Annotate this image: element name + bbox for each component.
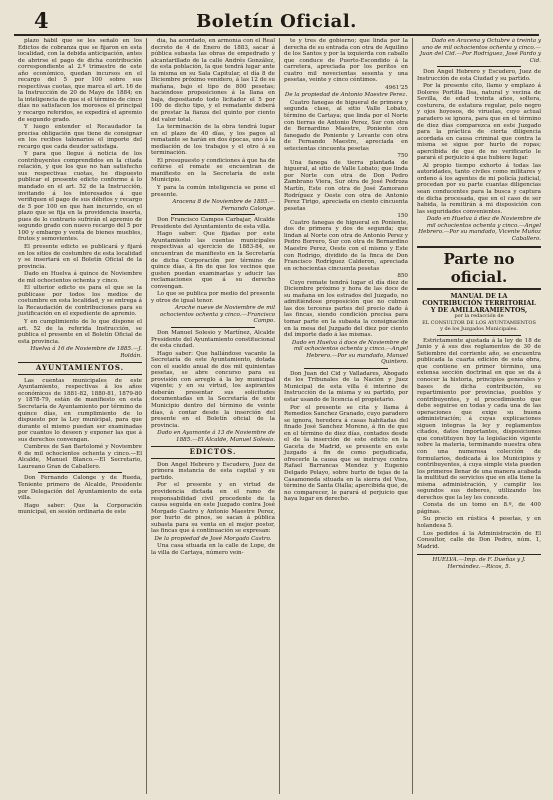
divider	[437, 66, 521, 67]
paragraph: Dado en Huelva á quince de Noviembre de mil ochocientos ochenta y cinco.	[18, 271, 142, 284]
part-title: Parte no oficial.	[417, 246, 541, 290]
paragraph: Don Angel Hebrero y Escudero, Juez de primera instancia de esta capital y su partido.	[151, 461, 275, 481]
paragraph: Por el presente se cita y llama á Remedios Sanchez Granado, cuyo paradero se ignora, heredera á casas habitadas del finado José Sanchez Moreno, á fin de que en el término de diez días, contados desde el de la inserción de este edicto en la Gaceta de Madrid, se presente en este Juzgado á fin de como perjudicada, ofrecerle la causa que se instruye contra Rafael Barrancas Mendez y Eugenio Delgado Pelayo, sobre hurto de tejas de la Casamoneda situada en la sierra del Viso, término de Santa Olalla; apercibida que, de no comparecer, le parará el perjuicio que haya lugar en derecho.	[284, 404, 408, 503]
announce-line: MANUAL DE LA	[450, 292, 508, 301]
paragraph: Una casa situada en la calle de Lope, de la villa de Cartaya, número vein-	[151, 543, 275, 556]
divider	[38, 472, 122, 473]
columns	[14, 38, 545, 794]
announce-line: CONTRIBUCIÓN TERRITORIAL	[422, 298, 536, 307]
paragraph: Hago saber: Que hallándose vacante la Secretaría de este Ayuntamiento, dotada con el sueldo anual de dos mil quinientas pesetas, se abre concurso para su provisión con arreglo á la ley municipal vigente; y en su virtud, los aspirantes deberán presentar sus solicitudes documentadas en la Secretaría de este Municipio dentro del término de veinte días, á contar desde la inserción del presente en el Boletín oficial de la provincia.	[151, 350, 275, 429]
paragraph: Don Juan del Cid y Valladares, Abogado de los Tribunales de la Nación y Juez Municipal de esta villa é interino de Instrucción de la misma y su partido, por estar usando de licencia el propietario.	[284, 370, 408, 403]
divider	[304, 368, 388, 369]
announce-line: Y DE AMILLARAMIENTOS,	[430, 305, 528, 314]
paragraph: Don Manuel Solesio y Martínez, Alcalde Presidente del Ayuntamiento constitucional de esta ciudad.	[151, 329, 275, 350]
property-subtitle: De la propiedad de Antonio Maestre Perez.	[284, 92, 408, 99]
paragraph: Hago saber: Que fijadas por este Ayuntamiento las cuentas municipales respectivas al ejercicio de 1883-84, se encuentran de manifiesto en la Secretaría de dicha Corporación por término de quince días, á fin de que los vecinos que gusten puedan examinarlas y aducir las reclamaciones que á su derecho convengan.	[151, 231, 275, 290]
announce-line: por la redacción de	[454, 313, 504, 320]
column-2	[147, 38, 280, 794]
paragraph: Don Angel Hebrero y Escudero, Juez de Instrucción de esta Ciudad y su partido.	[417, 69, 541, 82]
page-number: 4	[34, 8, 49, 33]
paragraph: día, ha acordado, en armonía con el Real decreto de 4 de Enero de 1883, sacar á pública subasta las obras de empedrado y alcantarillado de la calle Andrés González, de esta población, la que tendrá lugar ante la misma en su Sala Capitular, el día 8 de Diciembre próximo venidero, á las 12 de su mañana, bajo el tipo de 800 pesetas; haciéndose proposiciones á la llana en baja, depositando todo licitador el 5 por 100 de dicho tipo, y el rematante deberá de prestar la fianza del quinto por ciento del valor total.	[151, 38, 275, 123]
price: 150	[397, 213, 408, 220]
paragraph: La terminación de la obra tendrá lugar en el plazo de 40 días, y los pagos al rematante se harán en dos épocas, uno á la mediación de los trabajos y el otro á su terminación.	[151, 124, 275, 157]
paragraph: Al propio tiempo exhorto á todas las autoridades, tanto civiles como militares y ordeno á los agentes de mi policía judicial, procedan por su parte cuantas diligencias sean conducentes para la busca y captura de dicha procesada, que en el caso de ser habida, la remitirán á mi disposición con las seguridades convenientes.	[417, 162, 541, 215]
announce-line: y de los Juzgados Municipales.	[440, 326, 518, 333]
paragraph: El presupuesto y condiciones á que ha de ceñirse el remate se encuentran de manifiesto en la Secretaría de este Municipio.	[151, 157, 275, 184]
signature: Dado en Ayamonte á 13 de Noviembre de 1885.—El Alcalde, Manuel Solesio.	[157, 430, 275, 443]
imprint: HUELVA.—Imp. de F. Dueñas y J. Hernández.—Ricos, 5.	[417, 554, 541, 570]
column-1	[14, 38, 147, 794]
property-item: Una fanega de tierra plantada de higueral, al sitio de Valle Lobato; que linda por Norte con otra de Don Pedro Zambrano Viera, Sur otra de José Pedroza Martín, Este con otra de José Zamorano Rodríguez y Oeste con otra de Antonio Perez Tirigo, apreciada en ciento cincuenta pesetas	[284, 159, 408, 212]
paragraph: Y para la común inteligencia se pone el presente.	[151, 185, 275, 198]
paragraph: Y en cumplimiento de lo que dispone el art. 52 de la referida Instrucción, se publica el presente en el Boletín Oficial de esta provincia.	[18, 318, 142, 345]
paragraph: Su precio en rústica 4 pesetas, y en holandesa 5.	[417, 516, 541, 529]
section-title-edictos: EDICTOS.	[151, 446, 275, 459]
paragraph: plazo hábil que se les señaló en los Edictos de cobranza que se fijaron en esta localidad, con la debida anticipación, antes de abrirse el pago de dicha contribución correspondiente al 2.º trimestre de este año económico, quedan incursos en el recargo del 5 por 100 sobre sus respectivas cuotas, que marca el art. 16 de la Instrucción de 20 de Mayo de 1884; en la inteligencia de que si el término de cinco días no satisfacen los morosos el principal y recargo referidos, se expedirá el apremio de segundo grado.	[18, 38, 142, 123]
paragraph: Don Fernando Calonge y de Rueda, Teniente primero de Alcalde, Presidente por Delegación del Ayuntamiento de esta villa.	[18, 475, 142, 502]
signature: Dado en Huelva á doce de Noviembre de mil ochocientos ochenta y cinco.—Angel Hebrero.—Por su mandado, Manuel Quintero.	[291, 339, 408, 366]
divider	[437, 335, 521, 336]
paragraph: Estrictamente ajustada á la ley de 18 de Junio y á sus dos reglamentos de 30 de Setiembre del corriente año, se encuentra publicada la cuarta edición de esta obra, que contiene en primer término, una extensa sección doctrinal en que se da á conocer la historia, principios generales y bases de dicha contribución, su repartimiento por provincias, pueblos y contribuyentes, y el procedimiento que debe seguirse en todas y cada una de las operaciones que exige su buena administración; á cuyas explicaciones siguen integras la ley y reglamentos citados, datos importantes, disposiciones que constituyen hoy la legislación vigente sobre la materia, terminando nuestra obra con una numerosa colección de formularios, dedicada á los Municipios y contribuyentes, á cuya simple vista pueden los primeros llenar de una manera acabada la multitud de servicios que en ella tiene la misma administración, y cumplir los segundos sus deberes, utilizando los derechos que la ley les concede.	[417, 337, 541, 501]
paragraph: Por la presente cito, llamo y emplazo á Dolores Portilla Ilsa, natural y vecina de Sevilla, de edad treinta años, soltera, costurera, de estatura regular, pelo negro y ojos hoyosos, de viruelas, cuyo actual paradero se ignora, para que en el término de diez días comparezca en este Juzgado para la práctica de cierta diligencia acordada en causa criminal que contra la misma se sigue por hurto de ropas; apercibida de que de no verificarlo le parará el perjuicio á que hubiere lugar.	[417, 83, 541, 162]
property-subtitle: De la propiedad de José Morgado Castro.	[154, 535, 272, 542]
section-title-ayuntamientos: AYUNTAMIENTOS.	[18, 362, 142, 375]
paragraph: Cumbres de San Bartolomé y Noviembre 6 de mil ochocientos ochenta y cinco.—El Alcalde, Manuel Blanco.—El Secretario, Laureano Gran de Caballero.	[18, 444, 142, 470]
paragraph: Por el presente y en virtud de providencia dictada en el ramo de responsabilidad civil procedente de la causa seguida en este Juzgado contra José Morgado Castro y Antonio Maestre Perez, por hurto de pinos, se sacan á pública subasta para su venta en el mejor postor, las fincas que á continuación se expresan:	[151, 482, 275, 535]
paragraph: El presente edicto se publicará y fijará en los sitios de costumbre de esta localidad y se insertará en el Boletín Oficial de la provincia.	[18, 243, 142, 270]
divider	[171, 327, 255, 328]
signature: Huelva á 16 de Noviembre de 1885.—J. Roldán.	[30, 346, 142, 359]
signature: Aroche nueve de Noviembre de mil ochocientos ochenta y cinco.—Francisco Campo.	[160, 305, 275, 325]
signature: Aracena 8 de Noviembre de 1885.—Fernando Calonge.	[172, 199, 275, 212]
paragraph: Don Francisco Campos Carbajar, Alcalde Presidente del Ayuntamiento de esta villa.	[151, 217, 275, 230]
property-item: Cuatro fanegas de higueral de primera y segunda clase, al sitio Valle Lobato, término de Cartaya; que linda por el Norte con tierras de Antonio Perez, Sur con otra de Bernardino Maestre, Poniente con fanegado de Poniente y Levante con otra de Fernando Maestre, apreciada en setecientas cincuenta pesetas	[284, 99, 408, 152]
paragraph: Lo que se publica por medio del presente y otros de igual tenor.	[151, 291, 275, 304]
paragraph: Y luego entender el Recaudador la precisa obligación que tiene de consignar en los recibos talonarios el importe del recargo que cada deudor satisfaga.	[18, 124, 142, 150]
signature: Dado en Aracena y Octubre á treinta y uno de mil ochocientos ochenta y cinco.—Juan del Cid.—Por Rodríguez, José Pardo y Cid.	[420, 38, 541, 64]
price: 4961'25	[385, 84, 408, 91]
paragraph: El ulterior edicto es para el que se la publicase por todos los medios de costumbre en esta localidad, y se entrega á la Recaudación de contribuciones para su justificación en el expediente de apremio.	[18, 285, 142, 318]
paragraph: Cuyo remate tendrá lugar el día diez de Diciembre próximo y hora de las doce de su mañana en los estrados del Juzgado, no admitiéndose proposición que no cubran las dos terceras partes del precio dado á las fincas, siendo condición precisa para tomar parte en la subasta la consignación en la mesa del Juzgado del diez por ciento del importe dado á las mismas.	[284, 279, 408, 339]
paragraph: Las cuentas municipales de este Ayuntamiento, respectivas á los años económicos de 1881-82, 1880-81, 1879-80 y 1878-79, están de manifiesto en esta Secretaría de Ayuntamiento por término de quince días, en cumplimiento de lo dispuesto por la Ley municipal, para que durante el mismo puedan ser examinadas por cuantos lo deseen y exponer las que á sus derechos convengan.	[18, 377, 142, 443]
paragraph: Y para que llegue á noticia de los contribuyentes comprendidos en la citada relación, y que los que no han satisfecho sus respectivas cuotas, he dispuesto publicar el presente edicto conforme á lo mandado en el art. 52 de la Instrucción, invitando á los interesados á que verifiquen el pago de sus débitos y recargo de 5 por 100 en que han incurrido, en el plazo que se fija en la providencia inserta, pues de lo contrario sufrirán el apremio de segundo grado con nuevo recargo del 5 por 100 y embargo y venta de bienes muebles, frutos y semovientes.	[18, 151, 142, 243]
signature: Dado en Huelva á diez de Noviembre de mil ochocientos ochenta y cinco.—Angel Hebrero.—Por su mandado, Vicente Muñoz Caballero.	[418, 216, 541, 242]
price: 850	[397, 273, 408, 280]
column-3	[280, 38, 413, 794]
paragraph: Hago saber: Que la Corporación municipal, en sesión ordinaria de este	[18, 502, 142, 516]
price: 750	[397, 153, 408, 160]
announce-line: EL CONSULTOR DE LOS AYUNTAMIENTOS	[422, 319, 536, 326]
column-4	[413, 38, 545, 794]
property-item: Cuatro fanegas de higueral en Poniente, dos de primera y dos de segunda; que lindan al Norte con otra de Antonio Perez y Pedro Borrero, Sur con otra de Bernardino Maestre Perez, Oeste con el mismo y Este con Rodrigo, dividido de la finca de Don Francisco Rodríguez Calderon, apreciada en ochocientas cincuenta pesetas	[284, 219, 408, 272]
masthead-title: Boletín Oficial.	[196, 11, 357, 32]
divider	[171, 214, 255, 215]
paragraph: te y tres de gobierno; que linda por la derecha de su entrada con otra de Aquilino de los Santos y por la izquierda con caballo que conduce de Puerto-Escondido á la carretera, apreciada por los peritos en cuatro mil novecientas sesenta y una pesetas, veinte y cinco céntimos.	[284, 38, 408, 84]
page-header	[14, 8, 539, 36]
paragraph: Los pedidos á la Administración de El Consultor, calle de Don Pedro, núm. 1, Madrid.	[417, 530, 541, 550]
paragraph: Consta de un tomo en 8.º, de 400 páginas.	[417, 502, 541, 515]
